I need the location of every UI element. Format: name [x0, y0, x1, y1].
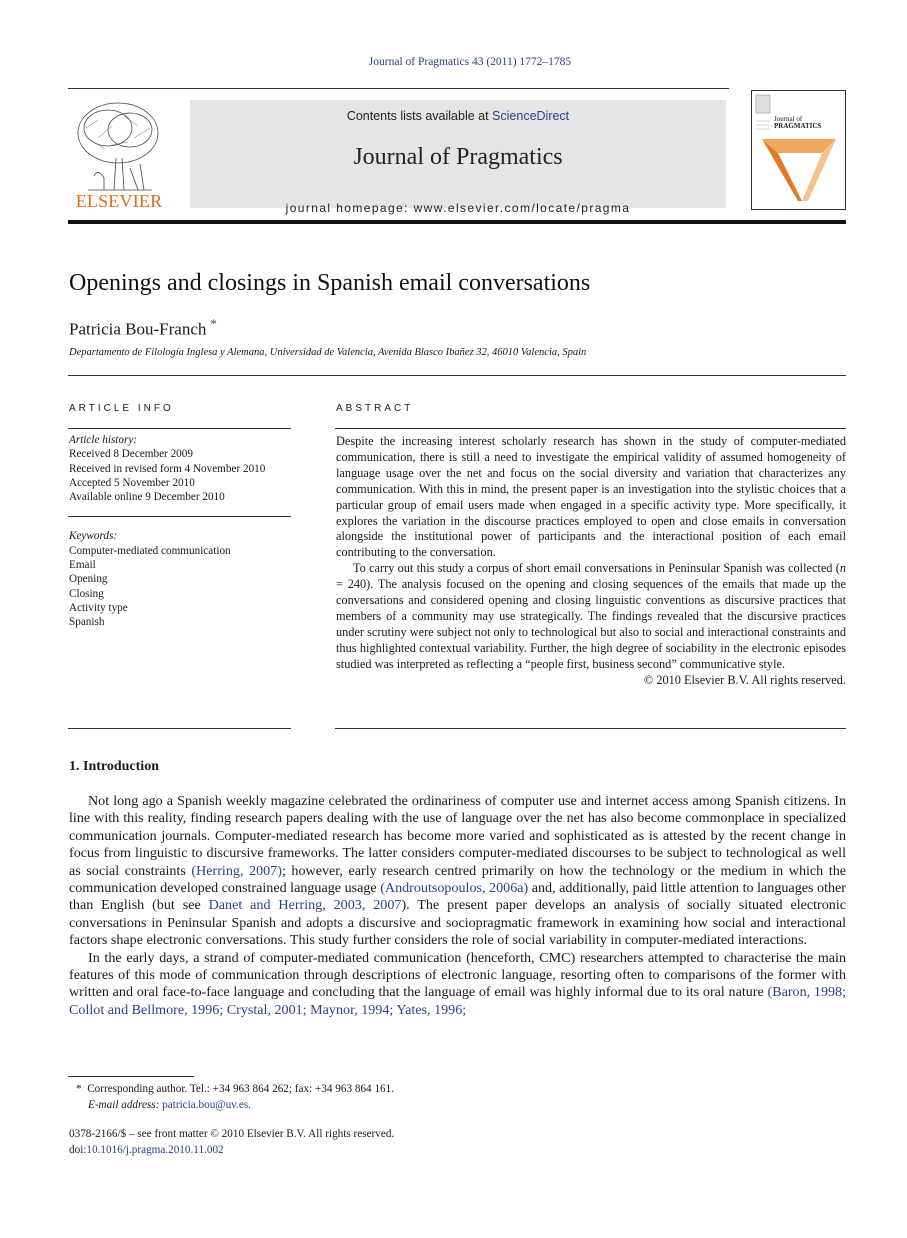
- sciencedirect-link[interactable]: ScienceDirect: [492, 109, 570, 123]
- introduction-body: [69, 793, 846, 1019]
- history-received: Received 8 December 2009: [69, 448, 193, 461]
- abstract-bottom-rule: [335, 728, 846, 729]
- contents-prefix: Contents lists available at: [346, 109, 493, 123]
- email-period: .: [248, 1098, 251, 1111]
- history-accepted: Accepted 5 November 2010: [69, 476, 195, 489]
- email-label: E-mail address:: [88, 1098, 160, 1111]
- abstract-paragraph-1: Despite the increasing interest scholarly research has shown in the study of computer-mediated communication, there is still a need to investigate the empirical validity of assumed homogeneity of language usage over the net and focus on the social diversity and variation that characterizes any communication. With this in mind, the present paper is an investigation into the stylistic choices that a particular group of email users made when engaged in a specific activity type. More specifically, it explores the variation in the discourse practices employed to open and close emails in conversation alongside the institutional power of participants and the interactional position of each email contributing to the conversation.: [336, 434, 846, 560]
- keyword-item: Opening: [69, 573, 108, 586]
- keywords-top-rule: [68, 516, 291, 517]
- history-label: Article history:: [69, 434, 138, 446]
- intro-paragraph-2: [69, 950, 846, 1020]
- author-line: [69, 316, 217, 340]
- intro-text: ; however, early research centred primarily on how the technology or the medium in which the communication developed constrained language usage: [69, 862, 847, 897]
- history-revised: Received in revised form 4 November 2010: [69, 462, 266, 475]
- abstract-body: [336, 434, 846, 689]
- footnote-text: Corresponding author. Tel.: +34 963 864 262; fax: +34 963 864 161.: [87, 1083, 395, 1095]
- header-top-rule: [68, 88, 729, 89]
- section-heading-introduction: 1. Introduction: [69, 759, 159, 774]
- abstract-text: = 240). The analysis focused on the opening and closing sequences of the emails that made up the conversations and considered opening and closing linguistic conventions as discursive practices that members of a community may use strategically. The findings revealed that the discursive practices under scrutiny were subject not only to technological but also to social and interactional constraints and thus highlighted contextual variability. Further, the high degree of sociability in the electronic episodes studied was interpreted as reflecting a “people first, business second” communicative style.: [336, 577, 846, 671]
- reference-link[interactable]: (Androutsopoulos, 2006a): [380, 880, 529, 897]
- abstract-text: To carry out this study a corpus of short email conversations in Peninsular Spanish was collected (: [353, 561, 840, 576]
- journal-cover-thumbnail: [751, 90, 846, 210]
- keyword-item: Email: [69, 559, 96, 572]
- article-info-top-rule: [68, 428, 291, 429]
- contents-line: [190, 109, 726, 123]
- abstract-copyright: © 2010 Elsevier B.V. All rights reserved.: [643, 672, 846, 687]
- intro-text: In the early days, a strand of computer-mediated communication (henceforth, CMC) researchers attempted to characterise the main features of this mode of communication through descriptions of electronic language, resorting often to comparisons of the former with written and oral face-to-face language and concluding that the language of email was highly informal due to its oral nature: [69, 949, 846, 1001]
- article-title: Openings and closings in Spanish email conversations: [69, 270, 591, 296]
- reference-link[interactable]: Danet and Herring, 2003, 2007: [208, 897, 402, 914]
- keyword-item: Computer-mediated communication: [69, 544, 231, 557]
- intro-text: ). The present paper develops an analysis of socially situated electronic conversations in Peninsular Spanish and adopts a discursive and sociopragmatic framework in examining how social and interactional factors shape electronic conversations. This study further considers the role of social variability in computer-mediated interactions.: [69, 897, 846, 949]
- keyword-item: Closing: [69, 587, 104, 600]
- intro-text: Not long ago a Spanish weekly magazine celebrated the ordinariness of computer use and internet access among Spanish citizens. In line with this reality, finding research papers dealing with the use of language over the net has also become commonplace in specialized communication journals. Computer-mediated research has become more varied and sophisticated as is attested by the recent change in focus from linguistic to discursive frameworks. The latter considers computer-mediated discourses to be subject to technological as well as social constraints: [69, 793, 846, 879]
- reference-link[interactable]: (Baron, 1998; Collot and Bellmore, 1996; Crystal, 2001; Maynor, 1994; Yates, 1996;: [69, 984, 846, 1018]
- author-name: Patricia Bou-Franch: [69, 319, 207, 339]
- affiliation-rule: [68, 375, 846, 376]
- author-affiliation: Departamento de Filología Inglesa y Alemana, Universidad de Valencia, Avenida Blasco Ibañez 32, 46010 Valencia, Spain: [69, 347, 587, 358]
- abstract-paragraph-2: [336, 561, 846, 672]
- journal-homepage[interactable]: journal homepage: www.elsevier.com/locate/pragma: [285, 201, 631, 215]
- footnote: [76, 1082, 394, 1113]
- article-info-heading: ARTICLE INFO: [69, 403, 174, 414]
- article-info-bottom-rule: [68, 728, 291, 729]
- intro-paragraph-1: [69, 793, 846, 950]
- journal-citation[interactable]: Journal of Pragmatics 43 (2011) 1772–1785: [368, 56, 572, 68]
- history-online: Available online 9 December 2010: [69, 491, 225, 504]
- journal-name: Journal of Pragmatics: [353, 144, 563, 170]
- issn-line: 0378-2166/$ – see front matter © 2010 Elsevier B.V. All rights reserved.: [69, 1128, 395, 1140]
- abstract-top-rule: [335, 428, 846, 429]
- journal-title-band: [190, 100, 726, 215]
- footnote-rule: [68, 1076, 194, 1077]
- abstract-heading: ABSTRACT: [336, 403, 414, 414]
- footnote-corresponding: [76, 1082, 394, 1098]
- corresponding-author-mark[interactable]: *: [210, 316, 217, 331]
- sample-size-symbol: n: [839, 561, 846, 576]
- footnote-email-line: [76, 1098, 394, 1114]
- masthead-bottom-rule: [68, 220, 846, 224]
- front-matter-info: [69, 1127, 394, 1158]
- publisher-wordmark: ELSEVIER: [75, 191, 163, 211]
- article-info-panel: [69, 433, 291, 630]
- intro-text: and, additionally, paid little attention to languages other than English (but see: [69, 880, 846, 914]
- cover-artwork: [752, 91, 845, 209]
- keyword-item: Spanish: [69, 616, 105, 629]
- journal-masthead: [68, 90, 846, 215]
- footnote-mark: *: [76, 1083, 82, 1095]
- author-email-link[interactable]: patricia.bou@uv.es: [162, 1098, 249, 1111]
- doi-label: doi:: [69, 1143, 87, 1156]
- keyword-item: Activity type: [69, 601, 128, 614]
- doi-link[interactable]: 10.1016/j.pragma.2010.11.002: [86, 1143, 224, 1156]
- cover-title-line1: Journal of: [774, 115, 803, 123]
- keywords-label: Keywords:: [69, 530, 118, 543]
- doi-line: [69, 1143, 394, 1159]
- cover-title-line2: PRAGMATICS: [774, 122, 822, 130]
- reference-link[interactable]: (Herring, 2007): [191, 862, 282, 879]
